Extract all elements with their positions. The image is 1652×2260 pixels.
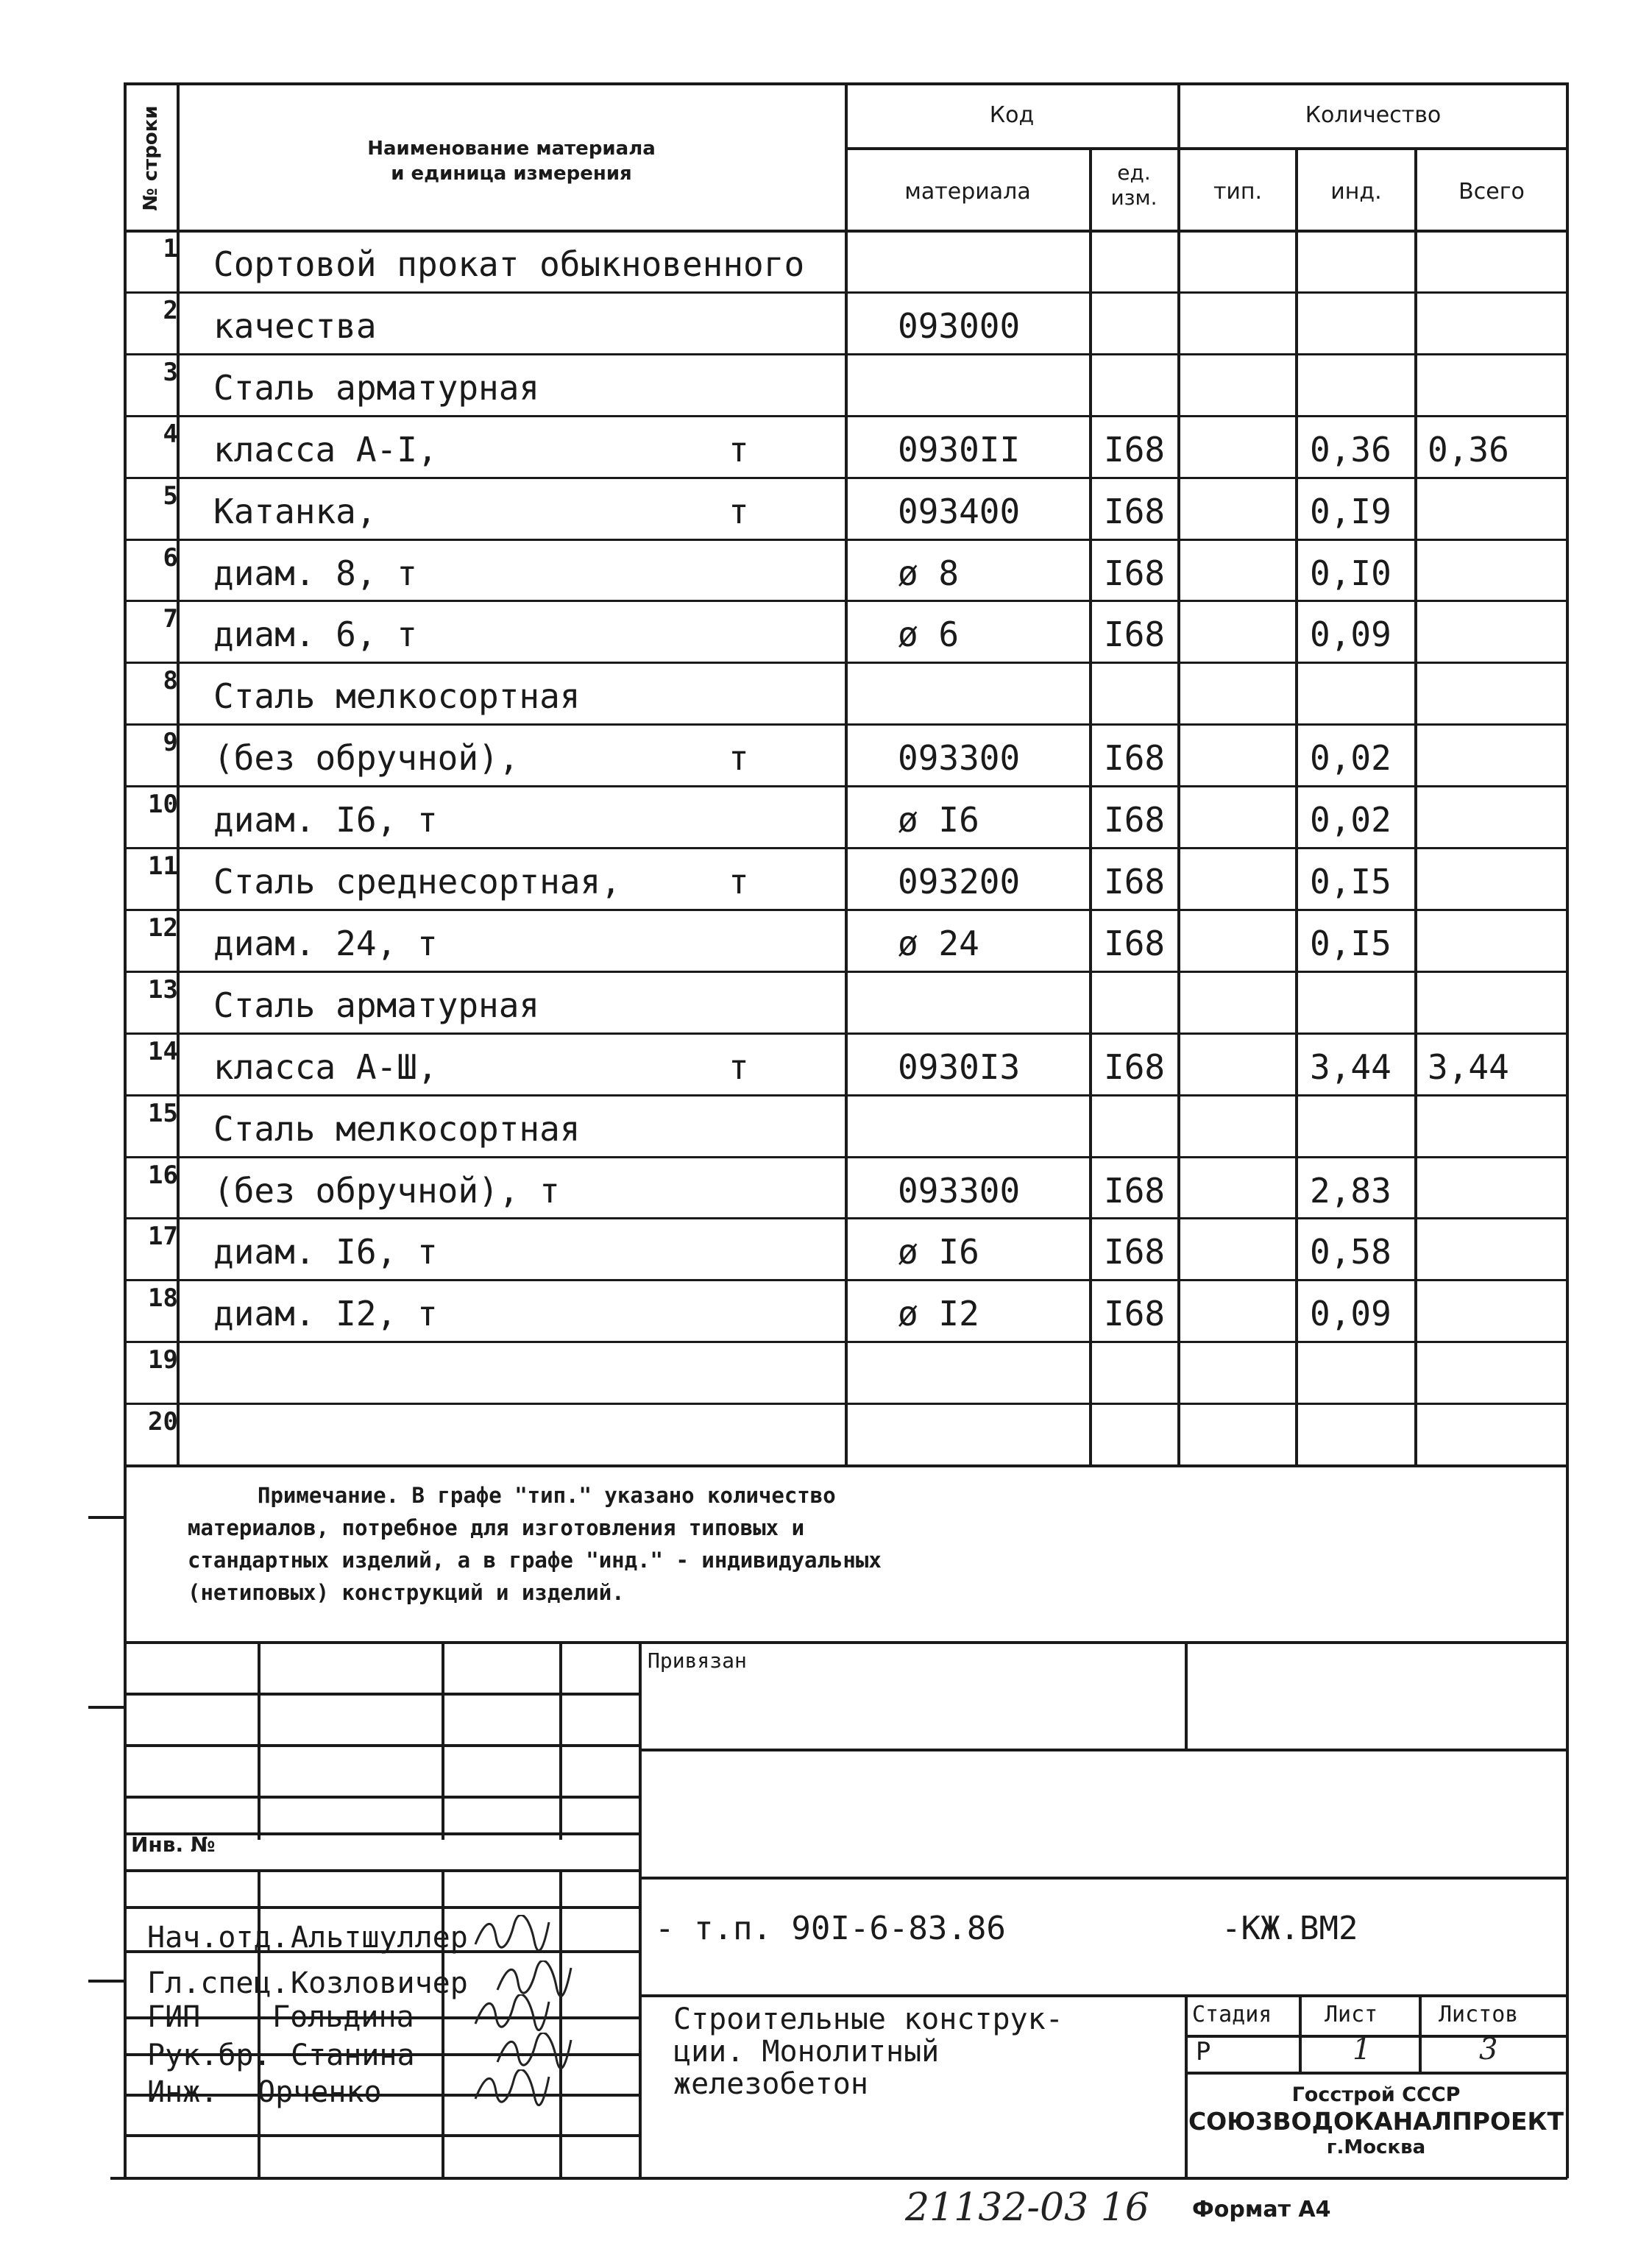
material-code: ø I2 [898,1294,979,1333]
code-unit-header: ед. изм. [1110,160,1158,210]
signer-role: Гл.спец. [147,1966,289,2000]
row-number: 3 [163,358,178,387]
row-number-header: № строки [140,105,162,211]
table-row [0,847,1652,909]
row-number: 5 [163,481,178,511]
material-name: диам. 24, т [213,924,438,963]
material-name: (без обручной), т [213,1171,560,1211]
material-name: Катанка, [213,492,377,531]
row-number: 14 [148,1037,178,1066]
row-number: 7 [163,604,178,634]
qty-ind: 0,09 [1310,1294,1392,1333]
signer-name: Станина [291,2038,415,2072]
row-number: 8 [163,666,178,695]
table-row [0,600,1652,662]
material-name: Сталь мелкосортная [213,1109,581,1149]
code-group-header: Код [989,102,1035,128]
material-name: Сталь среднесортная, [213,862,621,901]
unit-code: I68 [1104,800,1166,840]
unit-code: I68 [1104,862,1166,901]
unit-code: I68 [1104,924,1166,963]
material-code: ø I6 [898,1232,979,1272]
material-name: диам. I2, т [213,1294,438,1333]
material-unit: т [728,430,749,470]
unit-code: I68 [1104,1171,1166,1211]
qty-group-header: Количество [1305,102,1442,128]
signer-role: ГИП [147,2000,201,2034]
qty-ind: 3,44 [1310,1047,1392,1087]
material-name-header: Наименование материала и единица измерения [367,138,656,185]
material-unit: т [728,492,749,531]
organization-block: Госстрой СССР СОЮЗВОДОКАНАЛПРОЕКТ г.Москва [1188,2083,1564,2158]
qty-ind-header: инд. [1330,179,1382,205]
row-number: 13 [148,975,178,1005]
material-name: Сортовой прокат обыкновенного [213,244,805,284]
material-name: качества [213,306,377,346]
signer-name: Орченко [258,2075,382,2109]
table-row [0,909,1652,971]
material-code: 093200 [898,862,1021,901]
table-note [188,1479,1034,1609]
signature-scribble [493,1960,574,1997]
material-name: Сталь мелкосортная [213,676,581,716]
sheet-label: Лист [1325,2002,1378,2027]
table-row [0,723,1652,785]
signer-role: Нач.отд. [147,1921,289,1955]
note-line: стандартных изделий, а в графе "инд." - индивидуальных [188,1548,882,1573]
handwritten-inventory-number: 21132-03 16 [905,2186,1149,2230]
row-number: 9 [163,728,178,757]
table-row [0,1217,1652,1279]
unit-code: I68 [1104,614,1166,654]
qty-ind: 0,09 [1310,614,1392,654]
material-name: (без обручной), [213,738,520,778]
document-code: - т.п. 90I-6-83.86 [655,1910,1006,1947]
material-code: 0930II [898,430,1021,470]
material-name: диам. I6, т [213,800,438,840]
material-unit: т [728,862,749,901]
qty-typ-header: тип. [1213,179,1263,205]
material-code: 093300 [898,738,1021,778]
table-row [0,662,1652,723]
qty-ind: 0,I5 [1310,924,1392,963]
qty-ind: 0,02 [1310,800,1392,840]
qty-ind: 0,I5 [1310,862,1392,901]
unit-code: I68 [1104,492,1166,531]
table-row [0,785,1652,847]
table-row [0,415,1652,477]
table-row [0,1156,1652,1218]
qty-total: 0,36 [1428,430,1509,470]
material-name: Сталь арматурная [213,368,540,408]
unit-code: I68 [1104,1047,1166,1087]
note-line: материалов, потребное для изготовления типовых и [188,1515,805,1540]
table-row [0,539,1652,601]
table-row [0,1032,1652,1094]
row-number: 16 [148,1161,178,1190]
note-line: (нетиповых) конструкций и изделий. [188,1580,625,1605]
qty-ind: 0,36 [1310,430,1392,470]
unit-code: I68 [1104,430,1166,470]
privyazan-label: Привязан [648,1648,747,1673]
signer-name: Гольдина [272,2000,414,2034]
sheets-value: 3 [1479,2033,1498,2066]
material-code: ø 8 [898,553,960,593]
row-number: 11 [148,851,178,881]
code-material-header: материала [904,179,1031,205]
material-code: ø 6 [898,614,960,654]
drawing-title: Строительные конструк- ции. Монолитный железобетон [673,2002,1063,2101]
qty-ind: 0,02 [1310,738,1392,778]
material-code: ø I6 [898,800,979,840]
row-number: 1 [163,234,178,263]
note-line: Примечание. В графе "тип." указано количество [258,1483,836,1508]
row-number: 19 [148,1345,178,1375]
sheet-value: 1 [1353,2033,1372,2066]
unit-code: I68 [1104,1294,1166,1333]
material-name: диам. 8, т [213,553,417,593]
unit-code: I68 [1104,738,1166,778]
table-row [0,971,1652,1032]
unit-code: I68 [1104,1232,1166,1272]
row-number: 17 [148,1222,178,1251]
material-unit: т [728,1047,749,1087]
material-code: ø 24 [898,924,979,963]
qty-ind: 0,58 [1310,1232,1392,1272]
row-number: 6 [163,543,178,573]
signer-name: Козловичер [291,1966,468,2000]
signer-role: Рук.бр. [147,2038,272,2072]
material-unit: т [728,738,749,778]
material-code: 093400 [898,492,1021,531]
table-row [0,1279,1652,1341]
material-name: Сталь арматурная [213,985,540,1025]
table-row [0,1341,1652,1403]
row-number: 20 [148,1407,178,1437]
table-row [0,230,1652,291]
unit-code: I68 [1104,553,1166,593]
material-name: класса А-I, [213,430,438,470]
row-number: 12 [148,913,178,943]
qty-ind: 0,I0 [1310,553,1392,593]
qty-ind: 0,I9 [1310,492,1392,531]
table-row [0,353,1652,415]
signature-scribble [493,2033,574,2069]
table-row [0,291,1652,353]
qty-total: 3,44 [1428,1047,1509,1087]
signature-scribble [471,2069,552,2106]
material-code: 0930I3 [898,1047,1021,1087]
inv-no-label: Инв. № [131,1832,216,1857]
signature-scribble [471,1994,552,2031]
table-row [0,1094,1652,1156]
stage-label: Стадия [1192,2002,1272,2027]
row-number: 18 [148,1283,178,1313]
signature-scribble [471,1915,552,1952]
qty-ind: 2,83 [1310,1171,1392,1211]
material-name: класса А-Ш, [213,1047,438,1087]
table-row [0,477,1652,539]
material-name: диам. 6, т [213,614,417,654]
row-number: 15 [148,1099,178,1128]
signer-role: Инж. [147,2075,219,2109]
stage-value: Р [1196,2037,1211,2066]
table-row [0,1403,1652,1464]
material-name: диам. I6, т [213,1232,438,1272]
qty-total-header: Всего [1458,179,1525,205]
signer-name: Альтшуллер [291,1921,468,1955]
row-number: 4 [163,419,178,449]
row-number: 10 [148,790,178,819]
format-label: Формат А4 [1192,2197,1331,2222]
sheets-label: Листов [1439,2002,1519,2027]
material-code: 093300 [898,1171,1021,1211]
document-code-suffix: -КЖ.ВМ2 [1222,1910,1358,1947]
material-code: 093000 [898,306,1021,346]
row-number: 2 [163,296,178,325]
